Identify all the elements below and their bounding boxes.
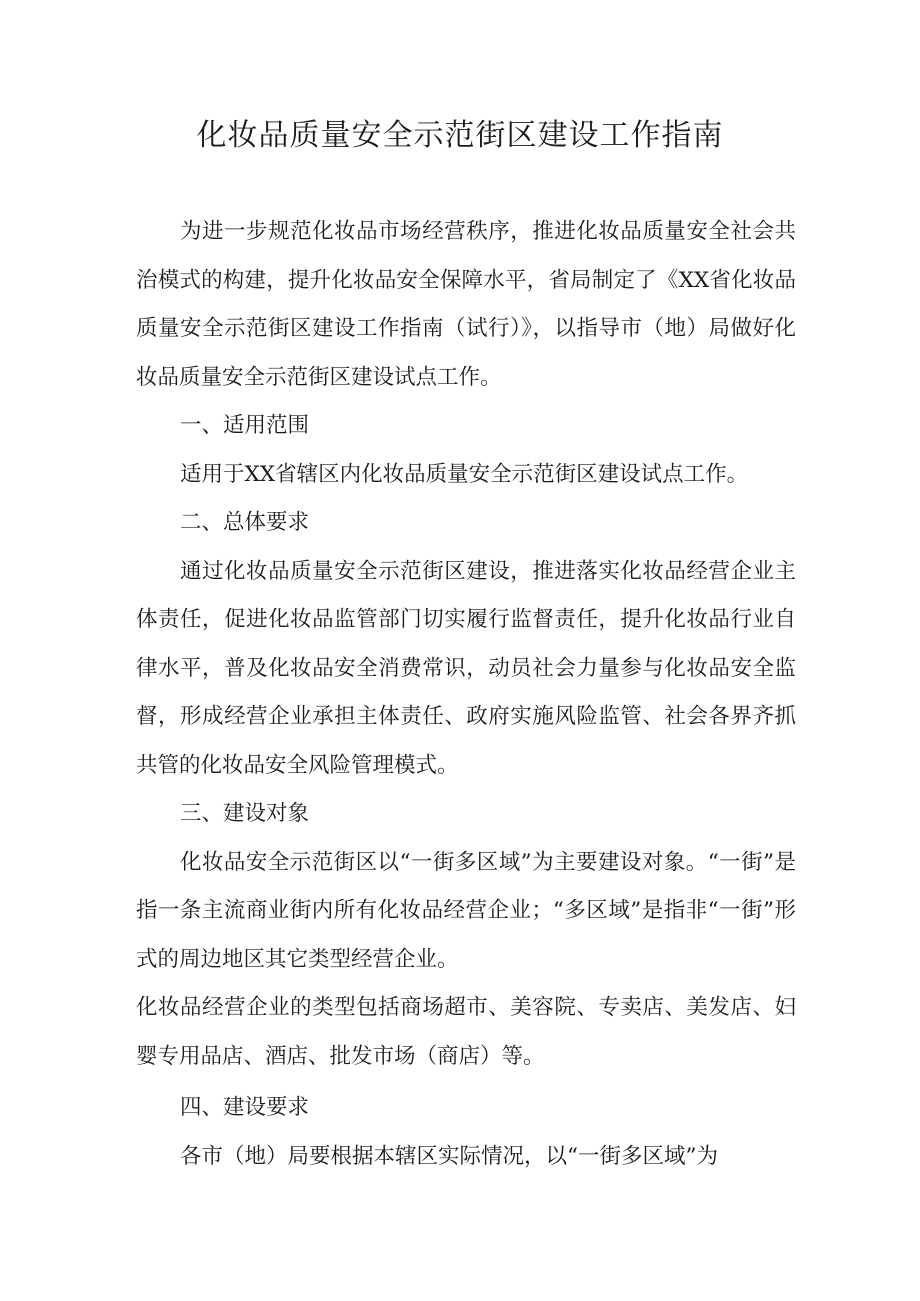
targets-paragraph: 化妆品安全示范街区以“一街多区域”为主要建设对象。“一街”是指一条主流商业街内所有化妆品经营企业；“多区域”是指非“一街”形式的周边地区其它类型经营企业。 [136,849,797,972]
document-body [136,208,796,1181]
document-title: 化妆品质量安全示范街区建设工作指南 [196,118,724,153]
intro-paragraph: 为进一步规范化妆品市场经营秩序，推进化妆品质量安全社会共治模式的构建，提升化妆品安全保障水平，省局制定了《XX省化妆品质量安全示范街区建设工作指南（试行）》，以指导市（地）局做好化妆品质量安全示范街区建设试点工作。 [136,219,796,390]
section-heading-targets: 三、建设对象 [180,801,310,826]
enterprise-types-paragraph: 化妆品经营企业的类型包括商场超市、美容院、专卖店、美发店、妇婴专用品店、酒店、批发市场（商店）等。 [136,995,796,1069]
section-heading-requirements: 二、总体要求 [180,510,310,535]
section-heading-scope: 一、适用范围 [180,413,310,438]
construction-paragraph: 各市（地）局要根据本辖区实际情况，以“一街多区域”为 [180,1143,718,1169]
scope-paragraph: 适用于XX省辖区内化妆品质量安全示范街区建设试点工作。 [180,461,749,487]
section-heading-construction: 四、建设要求 [180,1095,310,1120]
requirements-paragraph: 通过化妆品质量安全示范街区建设，推进落实化妆品经营企业主体责任，促进化妆品监管部门切实履行监督责任，提升化妆品行业自律水平，普及化妆品安全消费常识，动员社会力量参与化妆品安全监督，形成经营企业承担主体责任、政府实施风险监管、社会各界齐抓共管的化妆品安全风险管理模式。 [136,558,796,778]
